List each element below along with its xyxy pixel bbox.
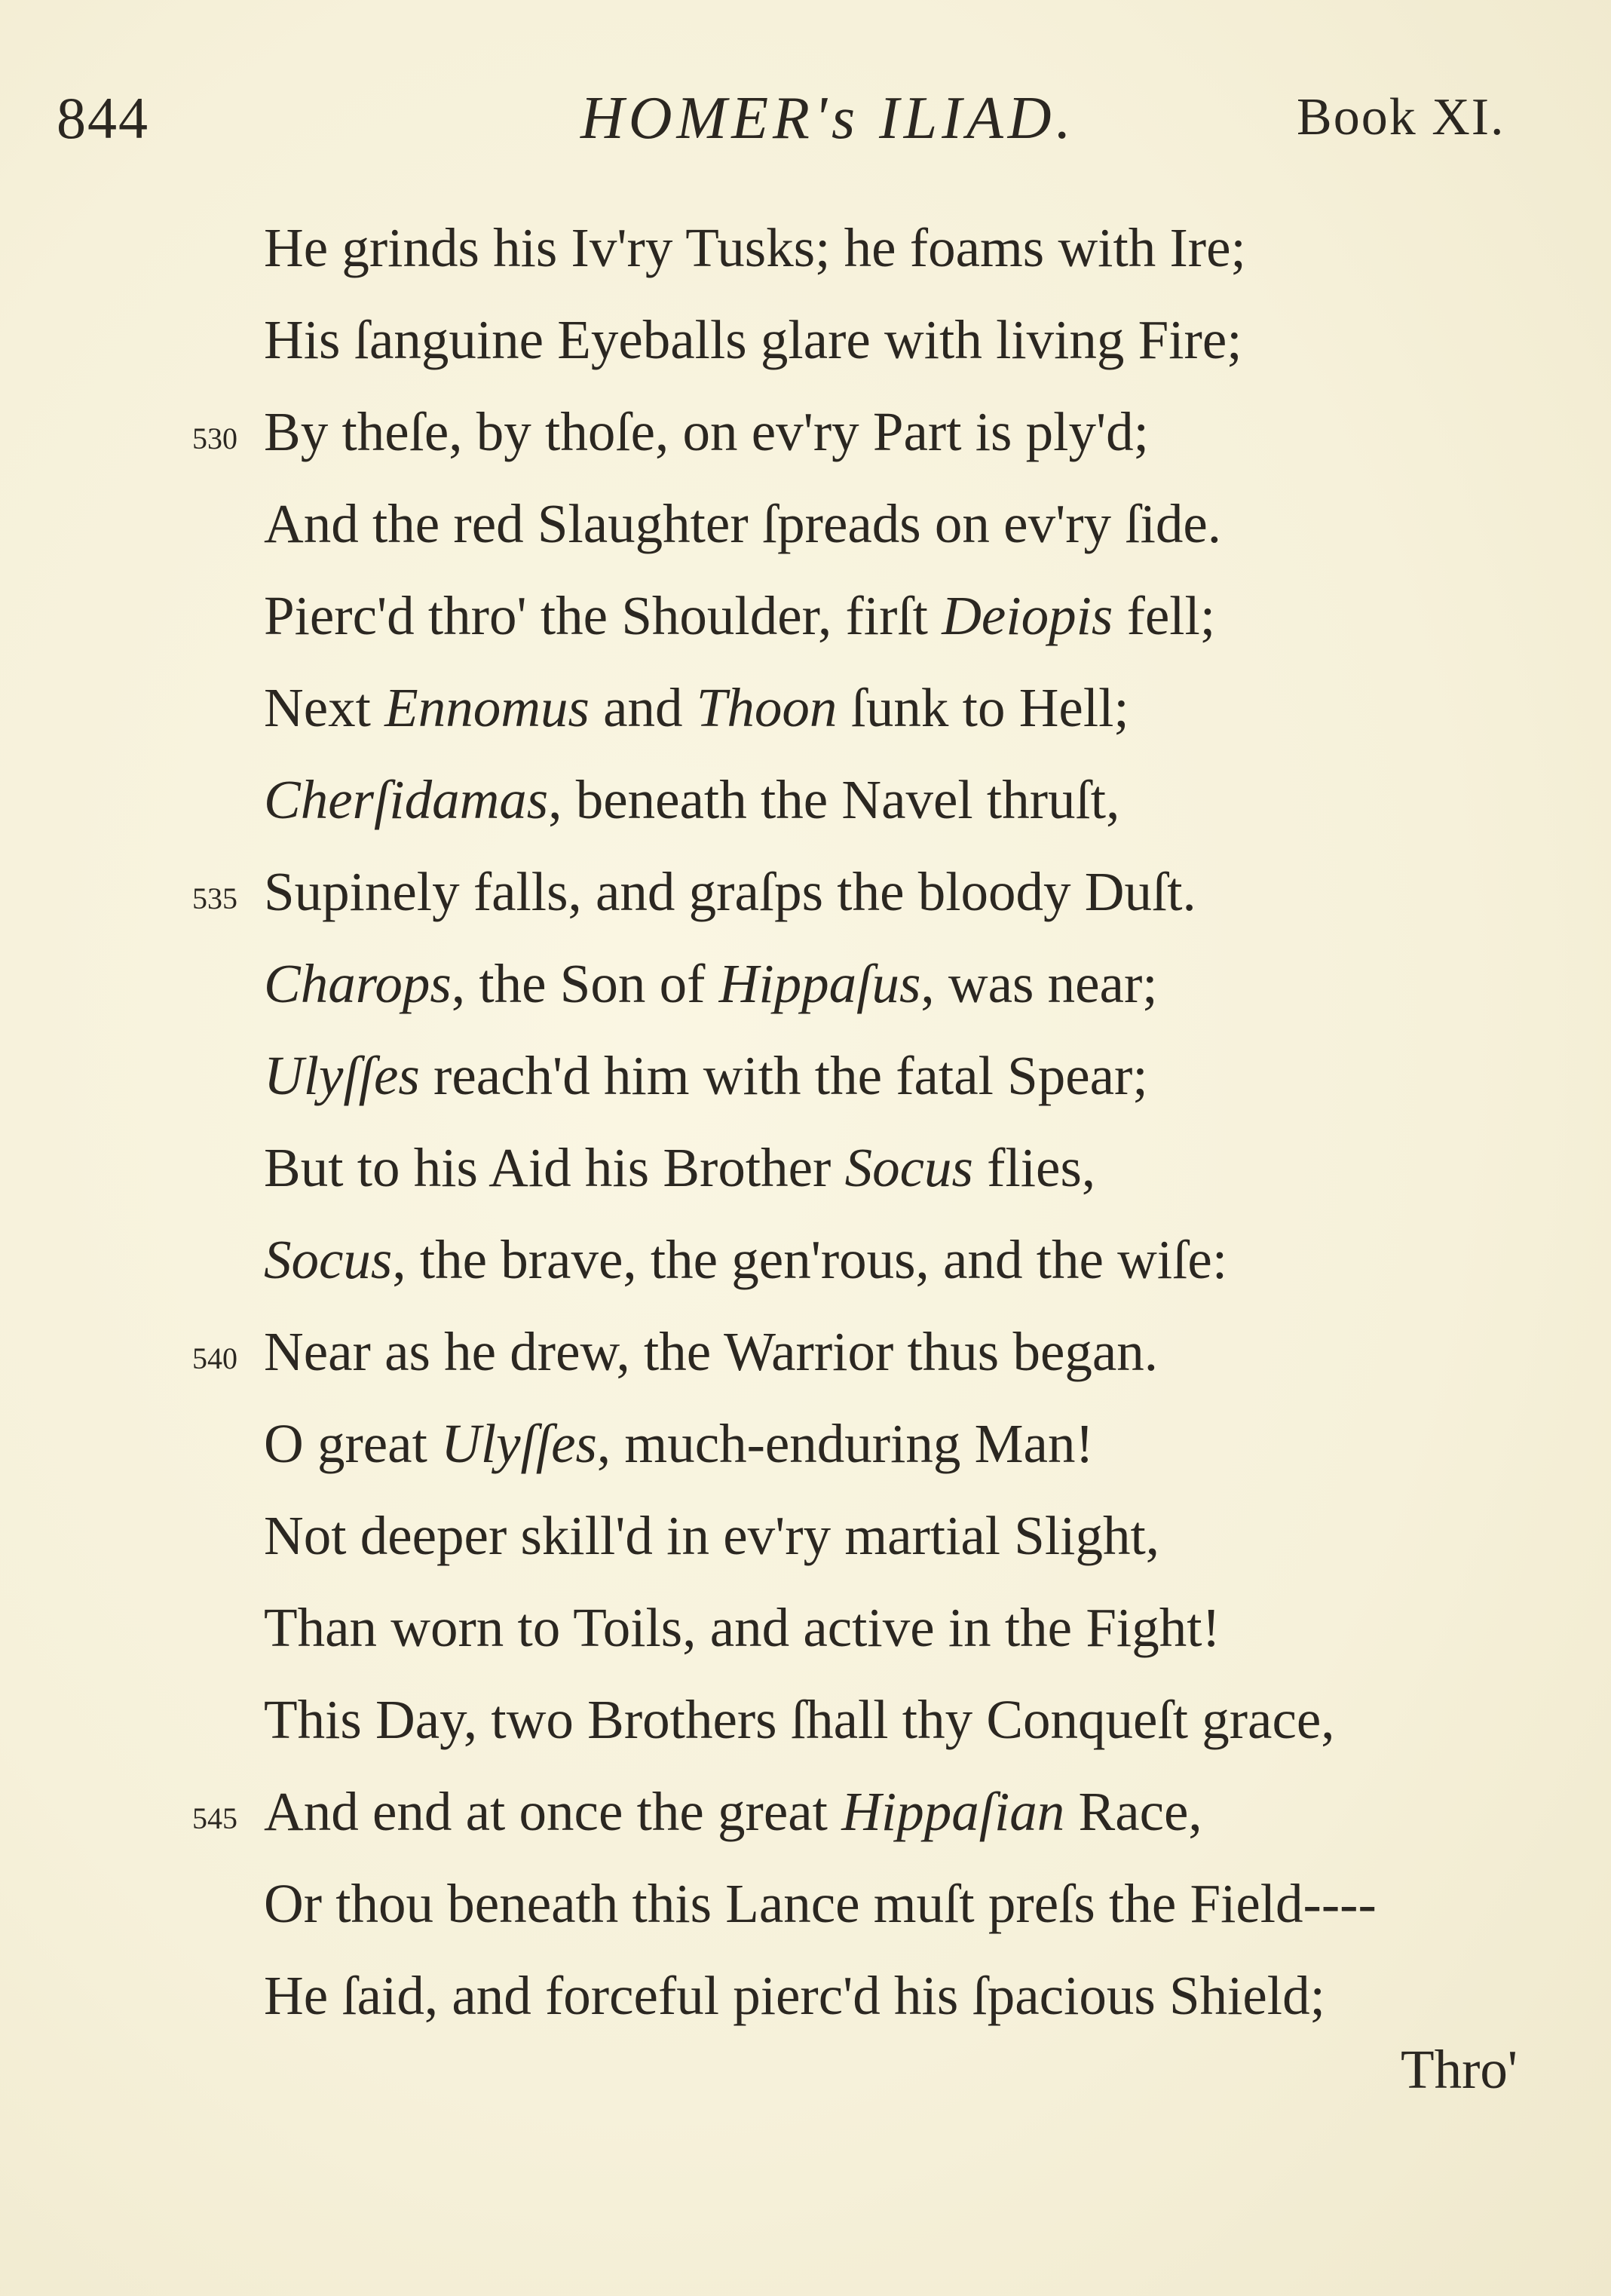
verse-text-run: , much-enduring Man! xyxy=(596,1413,1094,1474)
verse-line xyxy=(264,401,1149,462)
verse-text-run: reach'd him with the fatal Spear; xyxy=(419,1045,1148,1106)
verse-text-run: By theſe, by thoſe, on ev'ry Part is ply'd; xyxy=(264,401,1149,462)
verse-text-run: , beneath the Navel thruſt, xyxy=(548,769,1120,830)
verse-text-run: But to his Aid his Brother xyxy=(264,1137,845,1198)
verse-text-run: , was near; xyxy=(920,953,1158,1014)
verse-text-run: This Day, two Brothers ſhall thy Conqueſt grace, xyxy=(264,1689,1335,1750)
verse-text-run: Near as he drew, the Warrior thus began. xyxy=(264,1321,1159,1382)
verse-line xyxy=(264,217,1246,278)
verse-line xyxy=(264,1045,1148,1106)
verse-line xyxy=(264,769,1120,830)
catchword: Thro' xyxy=(1401,2039,1518,2100)
verse-text-run: and xyxy=(589,677,697,738)
verse-text-run: His ſanguine Eyeballs glare with living Fire; xyxy=(264,309,1242,370)
verse-name: Cherſidamas xyxy=(264,769,549,830)
verse-text-run: And the red Slaughter ſpreads on ev'ry ſide. xyxy=(264,493,1222,554)
verse-line xyxy=(264,1413,1094,1474)
verse-text-run: Next xyxy=(264,677,385,738)
line-number: 530 xyxy=(192,421,237,455)
verse-line xyxy=(264,1137,1096,1198)
verse-text-run: , the brave, the gen'rous, and the wiſe: xyxy=(392,1229,1228,1290)
verse-name: Deiopis xyxy=(942,585,1113,646)
verse-text-run: Not deeper skill'd in ev'ry martial Slight, xyxy=(264,1505,1159,1566)
verse-line xyxy=(264,1965,1325,2026)
verse-line xyxy=(264,1321,1159,1382)
running-title: HOMER's ILIAD. xyxy=(580,85,1076,152)
verse-line xyxy=(264,1597,1221,1658)
verse-text-run: , the Son of xyxy=(451,953,719,1014)
line-number: 545 xyxy=(192,1801,237,1835)
verse-text-run: fell; xyxy=(1113,585,1216,646)
verse-text-run: O great xyxy=(264,1413,442,1474)
verse-name: Hippaſian xyxy=(841,1781,1065,1842)
verse-line xyxy=(264,1873,1377,1934)
verse-name: Ulyſſes xyxy=(264,1045,420,1106)
verse-name: Charops xyxy=(264,953,452,1014)
verse-name: Socus xyxy=(844,1137,973,1198)
book-label: Book XI. xyxy=(1297,88,1505,146)
verse-name: Ulyſſes xyxy=(441,1413,597,1474)
verse-name: Ennomus xyxy=(384,677,590,738)
verse-line xyxy=(264,861,1196,922)
verse-text-run: He grinds his Iv'ry Tusks; he foams with Ire; xyxy=(264,217,1246,278)
verse-line xyxy=(264,953,1158,1014)
page-number: 844 xyxy=(57,85,149,151)
verse-name: Socus xyxy=(264,1229,393,1290)
verse-line xyxy=(264,585,1216,646)
verse-text-run: And end at once the great xyxy=(264,1781,842,1842)
line-number: 540 xyxy=(192,1341,237,1375)
line-number: 535 xyxy=(192,881,237,915)
verse-line xyxy=(264,493,1222,554)
verse-line xyxy=(264,677,1129,738)
verse-line xyxy=(264,1689,1335,1750)
verse-name: Hippaſus xyxy=(718,953,921,1014)
verse-line xyxy=(264,1781,1202,1842)
verse-text-run: Or thou beneath this Lance muſt preſs the Field---- xyxy=(264,1873,1377,1934)
verse-line xyxy=(264,309,1242,370)
verse-text-run: Supinely falls, and graſps the bloody Duſt. xyxy=(264,861,1196,922)
verse-text-run: flies, xyxy=(972,1137,1096,1198)
verse-text-run: He ſaid, and forceful pierc'd his ſpacious Shield; xyxy=(264,1965,1325,2026)
verse-text-run: ſunk to Hell; xyxy=(837,677,1129,738)
verse-name: Thoon xyxy=(696,677,838,738)
verse-text-run: Than worn to Toils, and active in the Fight! xyxy=(264,1597,1221,1658)
verse-text-run: Race, xyxy=(1064,1781,1202,1842)
verse-line xyxy=(264,1505,1159,1566)
verse-line xyxy=(264,1229,1228,1290)
verse-text-run: Pierc'd thro' the Shoulder, firſt xyxy=(264,585,942,646)
